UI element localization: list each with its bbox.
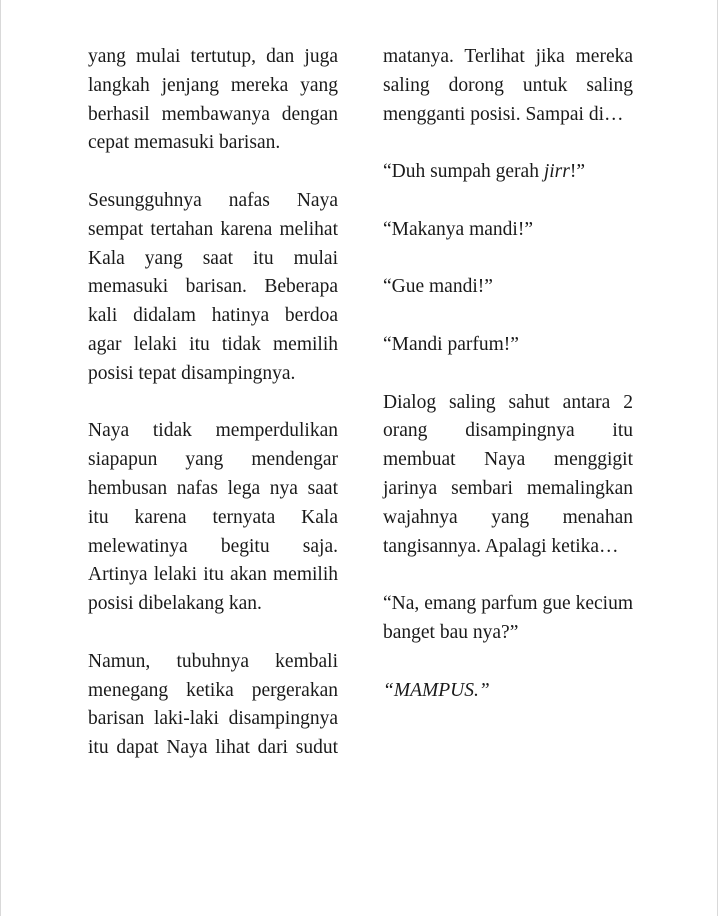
dialog-line: “Mandi parfum!” <box>383 333 519 355</box>
right-text-column <box>383 43 633 705</box>
dialog-line <box>383 158 633 187</box>
paragraph: matanya. Terlihat jika mereka saling dorong untuk saling mengganti posisi. Sampai di… <box>383 46 633 125</box>
dialog-line: “Na, emang parfum gue kecium banget bau nya?” <box>383 593 633 643</box>
closing-emphasis: “MAMPUS.” <box>383 679 490 701</box>
paragraph: Namun, tubuhnya kembali menegang ketika pergerakan barisan laki-laki disampingnya itu dapat Naya lihat dari sudut <box>88 650 338 759</box>
paragraph: Dialog saling sahut antara 2 orang disampingnya itu membuat Naya menggigit jarinya sembari memalingkan wajahnya yang menahan tangisannya. Apalagi ketika… <box>383 391 633 557</box>
dialog-text: “Duh sumpah gerah <box>383 161 544 183</box>
paragraph: yang mulai tertutup, dan juga langkah jenjang mereka yang berhasil membawanya dengan cepat memasuki barisan. <box>88 46 338 154</box>
closing-line <box>383 677 633 706</box>
dialog-text: !” <box>569 161 585 183</box>
dialog-emphasis: jirr <box>543 161 570 183</box>
paragraph: Sesungguhnya nafas Naya sempat tertahan karena melihat Kala yang saat itu mulai memasuki barisan. Beberapa kali didalam hatinya berdoa agar lelaki itu tidak memilih posisi tepat disampingnya. <box>88 189 338 384</box>
paragraph: Naya tidak memperdulikan siapapun yang mendengar hembusan nafas lega nya saat itu karena ternyata Kala melewatinya begitu saja. Artinya lelaki itu akan memilih posisi dibelakang kan. <box>88 420 338 615</box>
dialog-line: “Makanya mandi!” <box>383 218 533 240</box>
dialog-line: “Gue mandi!” <box>383 276 493 298</box>
left-text-column <box>88 43 338 763</box>
